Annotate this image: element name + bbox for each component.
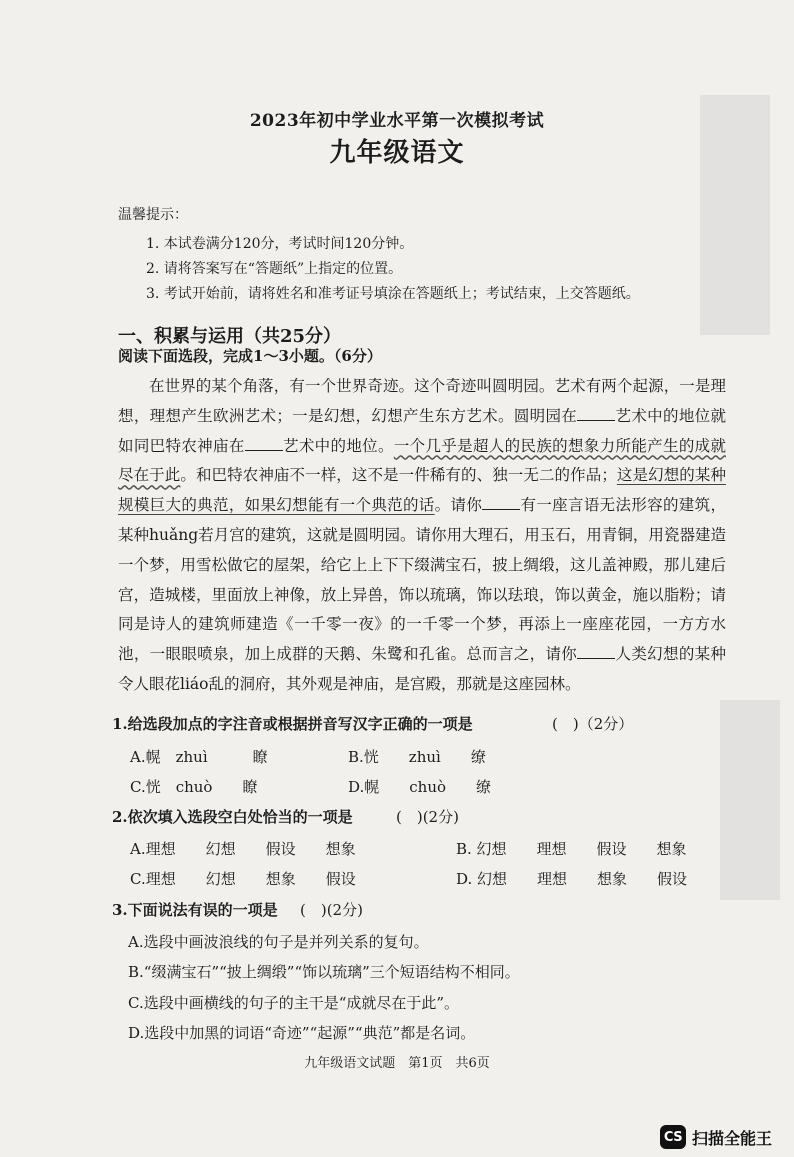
question-1-option-b: B.恍 zhuì 缭 — [348, 748, 486, 766]
question-3-option-c: C.选段中画横线的句子的主干是“成就尽在于此”。 — [128, 994, 460, 1012]
question-2-option-b: B. 幻想 理想 假设 想象 — [456, 840, 687, 858]
fill-blank — [577, 406, 615, 421]
underlined-sentence: 这是幻想的某种规模巨大的典范，如果幻想能有一个典范的话 — [118, 466, 726, 515]
bleed-through-shadow — [700, 95, 770, 335]
passage-text: 。和巴特农神庙不一样，这不是一件稀有的、独一无二的作品； — [180, 466, 617, 485]
section-intro: 阅读下面选段，完成1～3小题。（6分） — [118, 347, 382, 365]
passage-text: 有一座言语无法形容的建筑，某种huǎng若月宫的建筑，这就是圆明园。请你用大理石，用玉石，用青铜，用瓷器建造一个梦，用雪松做它的屋架，给它上上下下缀满宝石，披上绸缎，这儿盖神殿，那儿建后宫，造城楼，里面放上神像，放上异兽，饰以琉璃，饰以珐琅，饰以黄金，施以脂粉；请同是诗人的建筑师建造《一千零一夜》的一千零一个梦，再添上一座座花园，一方方水池，一眼眼喷泉，加上成群的天鹅、朱鹭和孔雀。总而言之，请你 — [118, 496, 726, 664]
subject-title: 九年级语文 — [329, 138, 465, 168]
question-2-option-a: A.理想 幻想 假设 想象 — [130, 840, 356, 858]
fill-blank — [245, 436, 283, 451]
question-2-option-d: D. 幻想 理想 想象 假设 — [456, 870, 688, 888]
question-3-stem: 3.下面说法有误的一项是 — [112, 901, 278, 919]
question-1-option-c: C.恍 chuò 瞭 — [130, 778, 258, 796]
question-1-answer-bracket: ( )（2分） — [552, 715, 634, 733]
bleed-through-shadow — [720, 700, 780, 900]
question-3-option-d: D.选段中加黑的词语“奇迹”“起源”“典范”都是名词。 — [128, 1024, 476, 1042]
page-footer: 九年级语文试题 第1页 共6页 — [304, 1056, 490, 1071]
tip-item: 3. 考试开始前，请将姓名和准考证号填涂在答题纸上；考试结束，上交答题纸。 — [146, 286, 640, 302]
question-1-stem: 1.给选段加点的字注音或根据拼音写汉字正确的一项是 — [112, 715, 473, 733]
section-heading: 一、积累与运用（共25分） — [118, 326, 342, 347]
tips-heading: 温馨提示： — [118, 207, 188, 223]
passage-text: 人类幻想的某种令人眼花liáo乱的洞府，其外观是神庙，是宫殿，那就是这座园林。 — [118, 645, 726, 693]
exam-title: 2023年初中学业水平第一次模拟考试 — [249, 111, 545, 131]
camscanner-logo-icon: CS — [660, 1125, 686, 1149]
question-3-answer-bracket: ( )(2分) — [300, 901, 363, 919]
fill-blank — [577, 644, 615, 659]
passage-text: 在世界的某个角落，有一个世界奇迹。这个奇迹叫圆明园。艺术有两个起源，一是理想，理想产生欧洲艺术；一是幻想，幻想产生东方艺术。圆明园在 — [118, 377, 726, 425]
tip-item: 2. 请将答案写在“答题纸”上指定的位置。 — [146, 261, 403, 277]
scanner-app-name: 扫描全能王 — [692, 1128, 773, 1148]
wavy-underlined-sentence: 一个几乎是超人的民族的想象力所能产生的成就尽在于此 — [118, 436, 726, 485]
passage-text: 。请你 — [434, 496, 483, 515]
passage-text: 艺术中的地位。 — [282, 436, 394, 455]
question-3-option-a: A.选段中画波浪线的句子是并列关系的复句。 — [128, 933, 429, 951]
question-2-answer-bracket: ( )(2分) — [396, 808, 459, 826]
fill-blank — [482, 495, 520, 510]
question-2-stem: 2.依次填入选段空白处恰当的一项是 — [112, 808, 353, 826]
question-1-option-a: A.幌 zhuì 瞭 — [130, 748, 268, 766]
reading-passage — [118, 372, 726, 700]
question-3-option-b: B.“缀满宝石”“披上绸缎”“饰以琉璃”三个短语结构不相同。 — [128, 963, 520, 981]
passage-text: 艺术中的地位就如同巴特农神庙在 — [118, 406, 726, 455]
question-2-option-c: C.理想 幻想 想象 假设 — [130, 870, 356, 888]
tip-item: 1. 本试卷满分120分，考试时间120分钟。 — [146, 236, 414, 252]
scanner-watermark — [660, 1124, 772, 1150]
question-1-option-d: D.幌 chuò 缭 — [348, 778, 492, 796]
